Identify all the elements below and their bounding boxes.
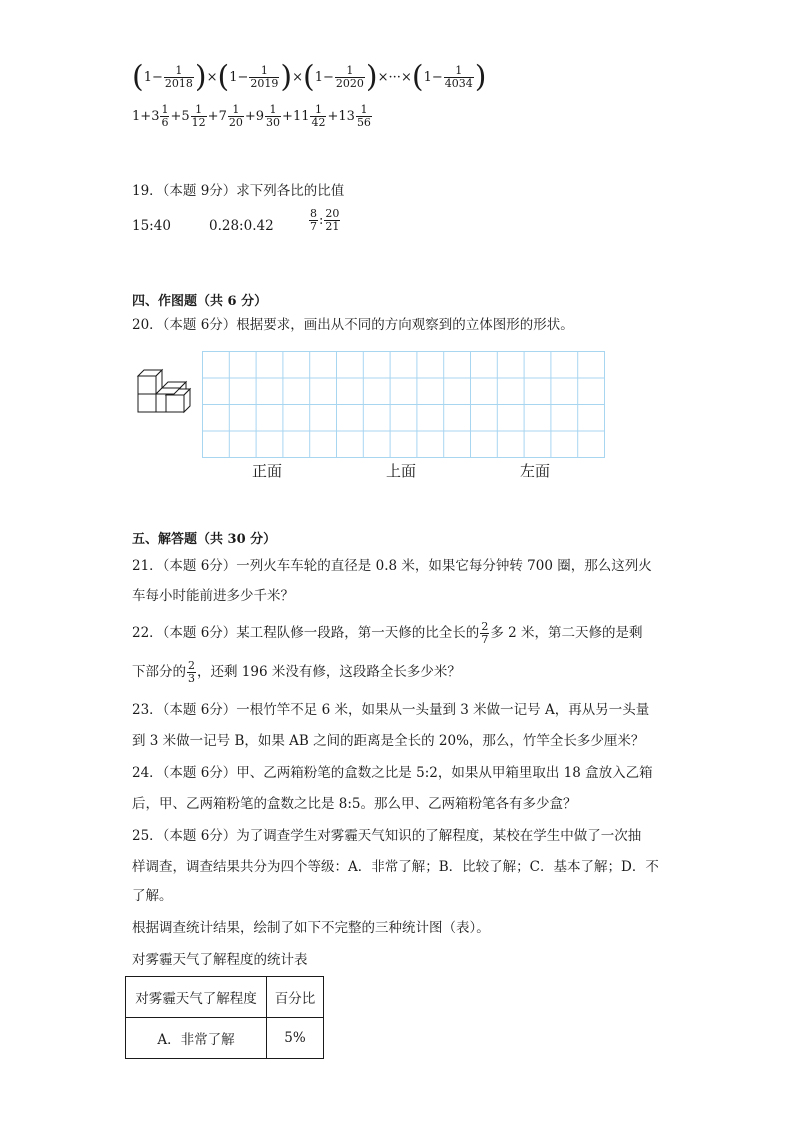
whole-number: 7 <box>218 109 227 124</box>
q19-item-1: 15:40 <box>132 218 171 234</box>
section-4-heading: 四、作图题（共 6 分） <box>132 294 268 309</box>
right-paren: ) <box>194 59 207 94</box>
view-label-front: 正面 <box>252 462 283 480</box>
q19-item-2: 0.28:0.42 <box>209 218 274 234</box>
whole-number: 3 <box>151 109 160 124</box>
expression-line-1 <box>132 59 487 94</box>
table-title: 对雾霾天气了解程度的统计表 <box>132 952 308 968</box>
table-cell: A．非常了解 <box>126 1018 267 1059</box>
q25-line-4: 根据调查统计结果，绘制了如下不完整的三种统计图（表）。 <box>132 920 490 936</box>
q24-line-2: 后，甲、乙两箱粉笔的盒数之比是 8:5。那么甲、乙两箱粉笔各有多少盒？ <box>132 796 577 812</box>
fraction: $\frac{20}{21}$ <box>325 207 340 233</box>
ellipsis: ··· <box>388 69 401 85</box>
left-paren: ( <box>217 59 230 94</box>
table-header-cell: 百分比 <box>267 977 324 1018</box>
term: 1− <box>314 69 334 85</box>
term: 1− <box>423 69 443 85</box>
term: 1− <box>229 69 249 85</box>
left-paren: ( <box>411 59 424 94</box>
q19-item-3: $\frac{8}{7}$ : $\frac{20}{21}$ <box>310 207 340 233</box>
table-header-row <box>126 977 324 1018</box>
plus-sign: + <box>207 109 219 124</box>
fraction: $\frac{1}{20}$ <box>228 103 243 129</box>
plus-sign: + <box>244 109 256 124</box>
whole-number: 13 <box>338 109 355 124</box>
table-header-cell: 对雾霾天气了解程度 <box>126 977 267 1018</box>
q25-line-3: 了解。 <box>132 888 173 904</box>
plus-sign: + <box>282 109 293 124</box>
q22-line-2: 下部分的 $\frac{2}{3}$ ，还剩 196 米没有修，这段路全长多少米？ <box>132 659 461 685</box>
q22-line-1: 22．（本题 6分）某工程队修一段路，第一天修的比全长的 $\frac{2}{7}$ 多 2 米，第二天修的是剩 <box>132 620 643 646</box>
grid-lines <box>202 351 606 458</box>
q25-line-2: 样调查，调查结果共分为四个等级：A．非常了解；B．比较了解；C．基本了解；D．不 <box>132 859 659 875</box>
drawing-grid[interactable] <box>202 351 606 458</box>
fraction: $\frac{1}{4034}$ <box>444 63 473 90</box>
table-row <box>126 1018 324 1059</box>
fraction: $\frac{1}{2019}$ <box>250 63 279 90</box>
q25-line-1: 25．（本题 6分）为了调查学生对雾霾天气知识的了解程度，某校在学生中做了一次抽 <box>132 828 642 844</box>
times-sign: × <box>292 69 304 85</box>
term: 1− <box>143 69 163 85</box>
fraction: $\frac{1}{6}$ <box>161 103 169 129</box>
q21-line-1: 21．（本题 6分）一列火车车轮的直径是 0.8 米，如果它每分钟转 700 圈，那么这列火 <box>132 558 652 574</box>
fraction: $\frac{8}{7}$ <box>310 207 317 233</box>
fraction: $\frac{1}{42}$ <box>311 103 326 129</box>
table-cell: 5% <box>267 1018 324 1059</box>
q23-line-1: 23．（本题 6分）一根竹竿不足 6 米，如果从一头量到 3 米做一记号 A，再从另一头量 <box>132 702 650 718</box>
whole-number: 5 <box>181 109 190 124</box>
plus-sign: + <box>170 109 182 124</box>
times-sign: × <box>400 69 412 85</box>
fraction: $\frac{1}{2018}$ <box>164 63 193 90</box>
left-paren: ( <box>132 59 144 94</box>
q20-text: 20．（本题 6分）根据要求，画出从不同的方向观察到的立体图形的形状。 <box>132 317 574 333</box>
fraction: $\frac{1}{12}$ <box>191 103 206 129</box>
times-sign: × <box>377 69 389 85</box>
q23-line-2: 到 3 米做一记号 B，如果 AB 之间的距离是全长的 20%，那么，竹竿全长多少厘米？ <box>132 733 645 749</box>
fraction: $\frac{2}{3}$ <box>188 659 195 685</box>
whole-number: 1 <box>132 109 141 124</box>
fraction: $\frac{1}{2020}$ <box>335 63 364 90</box>
q24-line-1: 24．（本题 6分）甲、乙两箱粉笔的盒数之比是 5:2，如果从甲箱里取出 18 盒放入乙箱 <box>132 765 653 781</box>
q21-line-2: 车每小时能前进多少千米？ <box>132 588 294 604</box>
product-expression <box>132 59 487 94</box>
cube-stack-illustration <box>136 368 202 414</box>
fraction: $\frac{2}{7}$ <box>481 620 489 646</box>
expression-line-2 <box>132 103 373 129</box>
fraction: $\frac{1}{56}$ <box>356 103 371 129</box>
plus-sign: + <box>140 109 152 124</box>
right-paren: ) <box>280 59 293 94</box>
plus-sign: + <box>327 109 339 124</box>
sum-expression <box>132 104 373 129</box>
section-5-heading: 五、解答题（共 30 分） <box>132 532 277 547</box>
view-label-left: 左面 <box>520 462 551 480</box>
left-paren: ( <box>303 59 315 94</box>
q19-title: 19．（本题 9分）求下列各比的比值 <box>132 183 345 199</box>
cube-figure <box>136 368 202 418</box>
right-paren: ) <box>365 59 378 94</box>
view-label-top: 上面 <box>386 462 417 480</box>
whole-number: 9 <box>255 109 265 124</box>
whole-number: 11 <box>292 109 310 124</box>
fraction: $\frac{1}{30}$ <box>266 103 281 129</box>
right-paren: ) <box>474 59 487 94</box>
times-sign: × <box>206 69 218 85</box>
survey-table <box>125 976 324 1059</box>
